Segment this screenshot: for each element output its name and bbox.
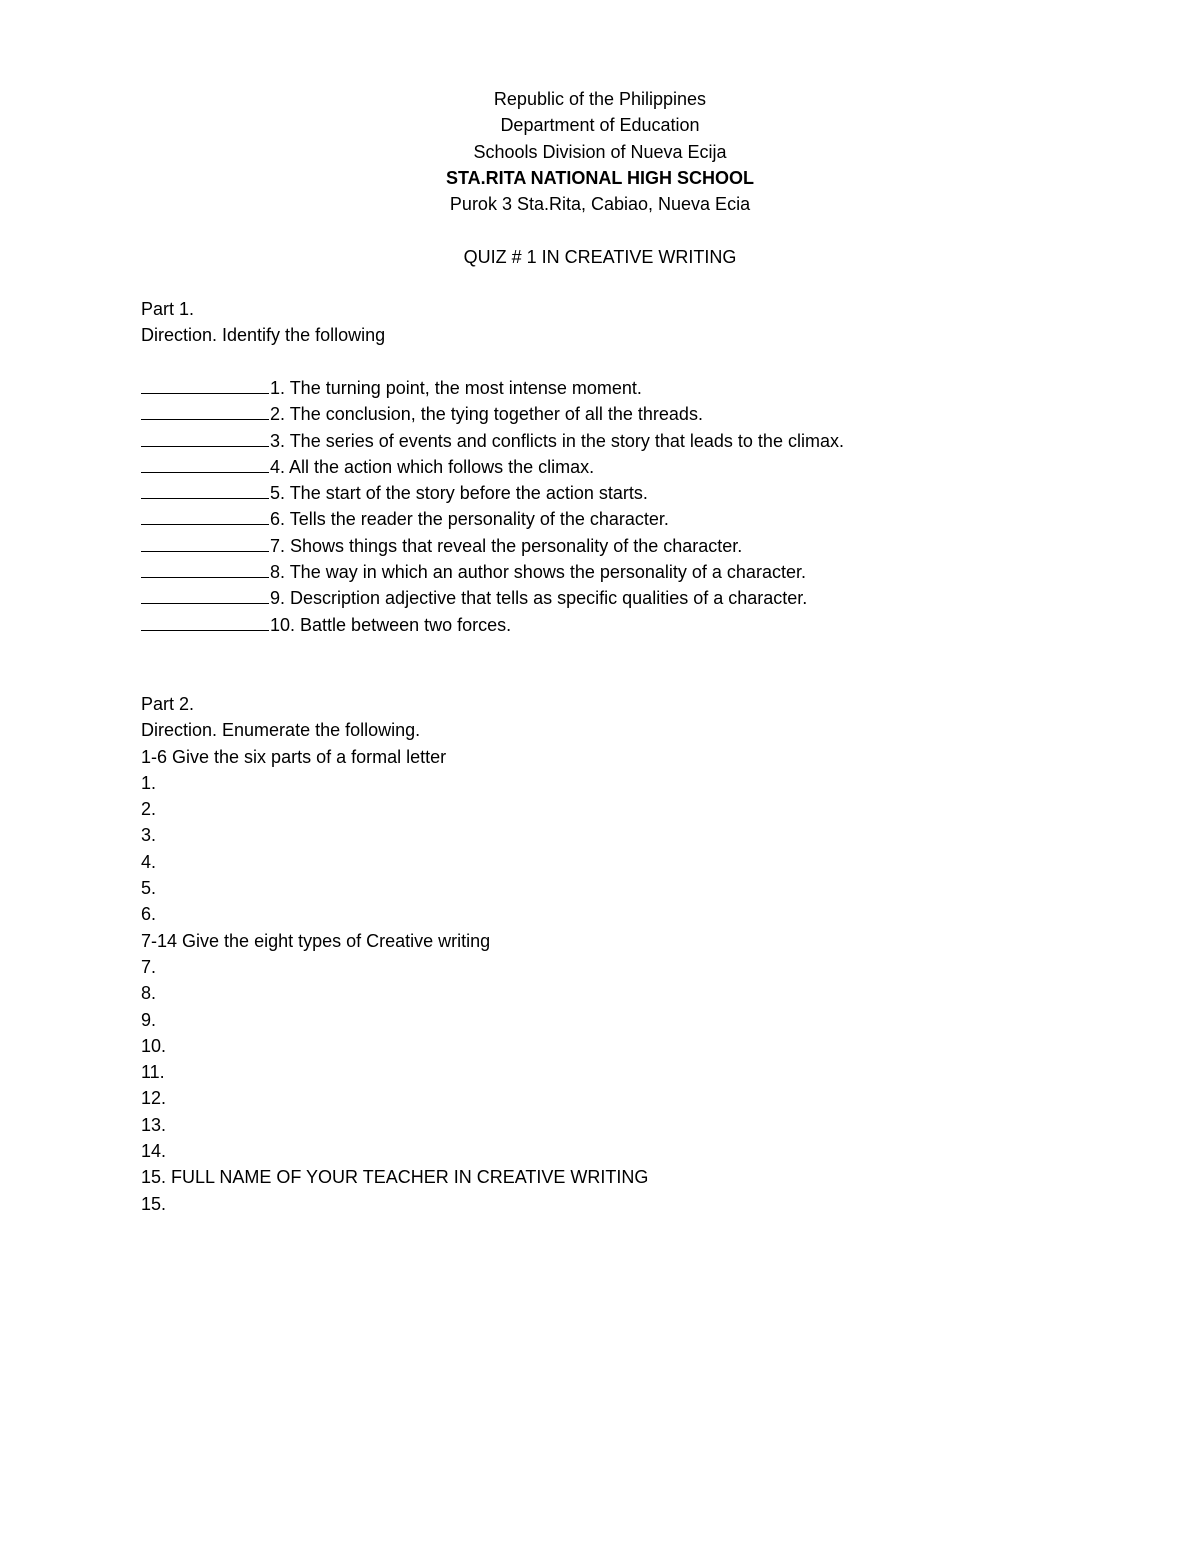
answer-blank[interactable] [141, 533, 269, 552]
enumeration-line: 5. [141, 878, 157, 899]
enumeration-prompt: 1-6 Give the six parts of a formal letter [141, 746, 447, 767]
answer-blank[interactable] [141, 401, 269, 420]
question-item [141, 612, 1141, 638]
answer-blank[interactable] [141, 585, 269, 604]
enumeration-prompt: 7-14 Give the eight types of Creative writing [141, 930, 491, 951]
question-item [141, 480, 1141, 506]
enumeration-line: 11. [141, 1062, 165, 1083]
answer-blank[interactable] [141, 454, 269, 473]
enumeration-line: 10. [141, 1035, 167, 1056]
answer-blank[interactable] [141, 480, 269, 499]
question-text: 7. Shows things that reveal the personality of the character. [270, 535, 743, 556]
question-text: 6. Tells the reader the personality of the character. [270, 509, 669, 530]
question-item [141, 585, 1141, 611]
enumeration-line: 6. [141, 904, 157, 925]
part1-direction: Direction. Identify the following [141, 325, 386, 346]
answer-blank[interactable] [141, 612, 269, 631]
part1-title: Part 1. [141, 299, 195, 319]
question-text: 8. The way in which an author shows the personality of a character. [270, 562, 806, 583]
enumeration-line: 2. [141, 799, 157, 820]
enumeration-line: 7. [141, 956, 157, 977]
answer-blank[interactable] [141, 559, 269, 578]
enumeration-line: 13. [141, 1114, 167, 1135]
enumeration-line: 3. [141, 825, 157, 846]
quiz-title: QUIZ # 1 IN CREATIVE WRITING [463, 247, 737, 267]
question-text: 5. The start of the story before the action starts. [270, 483, 648, 504]
question-text: 1. The turning point, the most intense moment. [270, 378, 642, 398]
part2-title: Part 2. [141, 694, 195, 714]
part2-section [141, 691, 1141, 1217]
enumeration-line: 9. [141, 1009, 157, 1030]
enumeration-line: 14. [141, 1141, 167, 1162]
question-item [141, 454, 1141, 480]
part2-direction: Direction. Enumerate the following. [141, 720, 421, 741]
header-school-name: STA.RITA NATIONAL HIGH SCHOOL [446, 167, 754, 188]
enumeration-line: 1. [141, 772, 157, 793]
question-item [141, 533, 1141, 559]
header-division: Schools Division of Nueva Ecija [473, 141, 727, 162]
part1-items [141, 375, 1141, 638]
question-text: 10. Battle between two forces. [270, 614, 512, 635]
answer-blank[interactable] [141, 506, 269, 525]
question-item [141, 428, 1141, 454]
header-republic: Republic of the Philippines [493, 89, 707, 109]
enumeration-line: 12. [141, 1088, 167, 1109]
question-item [141, 401, 1141, 427]
enumeration-line: 8. [141, 983, 157, 1004]
header-department: Department of Education [500, 115, 700, 136]
header-address: Purok 3 Sta.Rita, Cabiao, Nueva Ecia [449, 194, 751, 215]
question-item [141, 559, 1141, 585]
enumeration-prompt: 15. FULL NAME OF YOUR TEACHER IN CREATIVE WRITING [141, 1167, 649, 1188]
question-text: 9. Description adjective that tells as specific qualities of a character. [270, 588, 808, 609]
question-text: 2. The conclusion, the tying together of all the threads. [270, 404, 703, 425]
enumeration-line: 15. [141, 1193, 167, 1214]
question-item [141, 506, 1141, 532]
enumeration-line: 4. [141, 851, 157, 872]
document-header [0, 86, 1200, 217]
answer-blank[interactable] [141, 428, 269, 447]
question-text: 3. The series of events and conflicts in the story that leads to the climax. [270, 430, 844, 451]
question-item [141, 375, 1141, 401]
part1-heading [141, 296, 1141, 349]
answer-blank[interactable] [141, 375, 269, 394]
question-text: 4. All the action which follows the climax. [270, 456, 595, 477]
